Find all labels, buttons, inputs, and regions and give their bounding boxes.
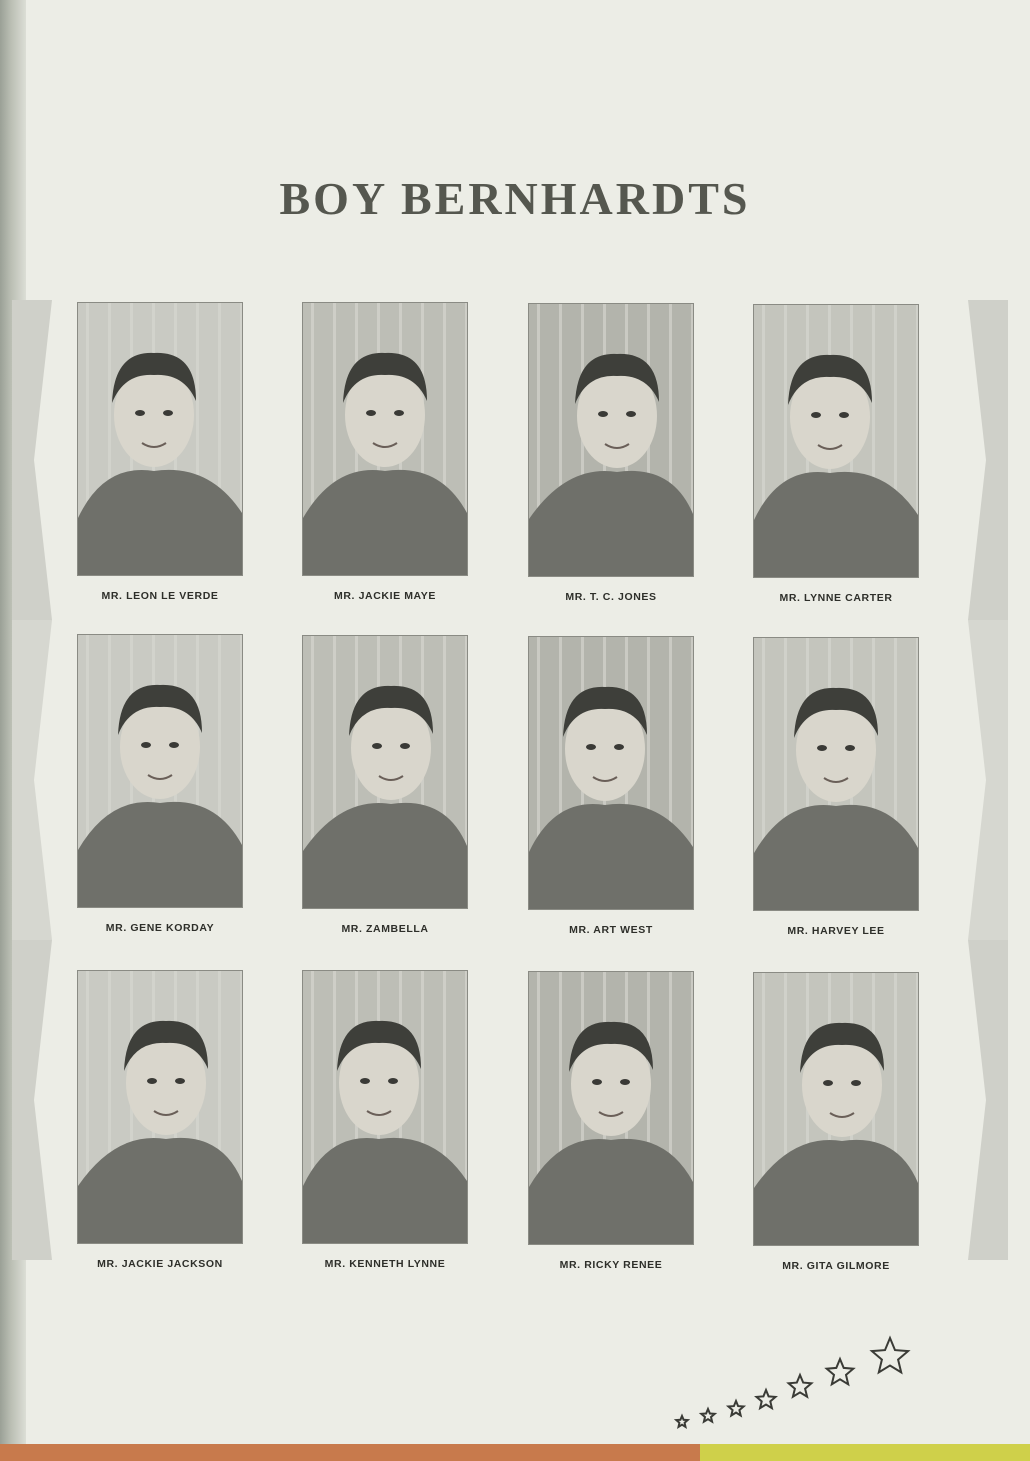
portrait-photo (302, 970, 468, 1244)
bottom-color-strip (0, 1444, 1030, 1461)
portrait-card (302, 635, 468, 935)
portrait-silhouette (754, 638, 918, 910)
portrait-silhouette (78, 971, 242, 1243)
left-zigzag-decor (12, 300, 72, 1260)
star-icon (789, 1375, 812, 1397)
portrait-silhouette (303, 971, 467, 1243)
portrait-silhouette (78, 635, 242, 907)
portrait-card (77, 302, 243, 602)
portrait-photo (753, 972, 919, 1246)
portrait-photo (753, 304, 919, 578)
portrait-caption: MR. ZAMBELLA (341, 923, 429, 935)
star-icon (757, 1390, 776, 1408)
portrait-caption: MR. T. C. JONES (565, 591, 657, 603)
portrait-caption: MR. RICKY RENEE (559, 1259, 663, 1271)
portrait-card (753, 972, 919, 1272)
portrait-photo (528, 303, 694, 577)
portrait-caption: MR. JACKIE MAYE (334, 590, 436, 602)
page-title: BOY BERNHARDTS (279, 173, 751, 224)
portrait-caption: MR. LYNNE CARTER (779, 592, 893, 604)
portrait-card (302, 970, 468, 1270)
portrait-caption: MR. LEON LE VERDE (101, 590, 219, 602)
star-icon (728, 1401, 743, 1416)
portrait-photo (753, 637, 919, 911)
portrait-silhouette (529, 637, 693, 909)
portrait-silhouette (303, 636, 467, 908)
portrait-card (753, 637, 919, 937)
portrait-photo (77, 302, 243, 576)
portrait-silhouette (754, 973, 918, 1245)
portrait-photo (302, 302, 468, 576)
portrait-caption: MR. HARVEY LEE (787, 925, 885, 937)
portrait-card (528, 971, 694, 1271)
portrait-card (528, 636, 694, 936)
portrait-card (528, 303, 694, 603)
portrait-photo (528, 971, 694, 1245)
star-icon (872, 1338, 908, 1372)
portrait-silhouette (529, 972, 693, 1244)
star-icon (676, 1416, 687, 1427)
portrait-photo (302, 635, 468, 909)
star-icon (701, 1409, 714, 1422)
portrait-caption: MR. GENE KORDAY (105, 922, 215, 934)
portrait-caption: MR. ART WEST (569, 924, 653, 936)
portrait-card (302, 302, 468, 602)
portrait-photo (528, 636, 694, 910)
portrait-card (77, 970, 243, 1270)
portrait-silhouette (78, 303, 242, 575)
portrait-caption: MR. JACKIE JACKSON (97, 1258, 223, 1270)
strip-segment-yellow (700, 1444, 1030, 1461)
strip-segment-orange (0, 1444, 700, 1461)
star-icons-decor (668, 1330, 928, 1440)
portrait-caption: MR. KENNETH LYNNE (324, 1258, 446, 1270)
portrait-silhouette (754, 305, 918, 577)
portrait-silhouette (529, 304, 693, 576)
portrait-photo (77, 634, 243, 908)
portrait-silhouette (303, 303, 467, 575)
portrait-photo (77, 970, 243, 1244)
portrait-caption: MR. GITA GILMORE (782, 1260, 890, 1272)
portrait-card (753, 304, 919, 604)
star-icon (827, 1359, 854, 1384)
right-zigzag-decor (948, 300, 1008, 1260)
portrait-card (77, 634, 243, 934)
